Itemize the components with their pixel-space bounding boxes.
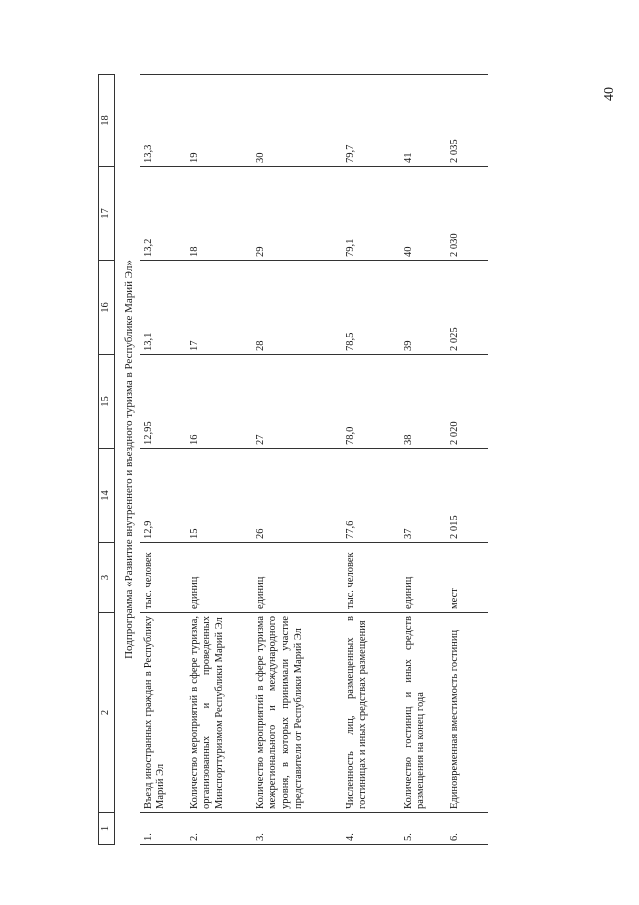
indicator-name: Количество мероприятий в сфере туризма межрегионального и международного уровня, в которых принимали участие представители от Республики Марий Эл [252, 613, 342, 813]
value-cell: 30 [252, 75, 342, 167]
table-row [342, 75, 400, 845]
column-header: 16 [99, 261, 115, 355]
column-header: 3 [99, 543, 115, 613]
indicator-name: Въезд иностранных граждан в Республику Марий Эл [140, 613, 186, 813]
value-cell: 13,1 [140, 261, 186, 355]
row-number: 3. [252, 813, 342, 845]
row-number: 4. [342, 813, 400, 845]
value-cell: 79,7 [342, 75, 400, 167]
indicator-name: Единовременная вместимость гостиниц [446, 613, 488, 813]
value-cell: 26 [252, 449, 342, 543]
value-cell: 19 [186, 75, 252, 167]
table-row [446, 75, 488, 845]
table-row [186, 75, 252, 845]
table-row [252, 75, 342, 845]
value-cell: 12,95 [140, 355, 186, 449]
table-row [400, 75, 446, 845]
indicator-name: Количество гостиниц и иных средств размещения на конец года [400, 613, 446, 813]
column-header: 2 [99, 613, 115, 813]
row-number: 5. [400, 813, 446, 845]
value-cell: 18 [186, 167, 252, 261]
value-cell: 2 030 [446, 167, 488, 261]
value-cell: 29 [252, 167, 342, 261]
value-cell: 17 [186, 261, 252, 355]
indicator-name: Численность лиц, размещенных в гостиницах и иных средствах размещения [342, 613, 400, 813]
subprogram-title-row [114, 75, 140, 845]
value-cell: 41 [400, 75, 446, 167]
value-cell: 27 [252, 355, 342, 449]
row-number: 2. [186, 813, 252, 845]
value-cell: 15 [186, 449, 252, 543]
value-cell: 78,5 [342, 261, 400, 355]
value-cell: 13,3 [140, 75, 186, 167]
column-header: 17 [99, 167, 115, 261]
unit-cell: тыс. человек [140, 543, 186, 613]
row-number: 1. [140, 813, 186, 845]
indicator-table-sheet [98, 75, 555, 845]
column-header: 1 [99, 813, 115, 845]
indicator-table [98, 74, 488, 845]
value-cell: 12,9 [140, 449, 186, 543]
value-cell: 77,6 [342, 449, 400, 543]
indicator-name: Количество мероприятий в сфере туризма, организованных и проведенных Минспорттуризмом Республики Марий Эл [186, 613, 252, 813]
value-cell: 39 [400, 261, 446, 355]
value-cell: 37 [400, 449, 446, 543]
value-cell: 16 [186, 355, 252, 449]
unit-cell: тыс. человек [342, 543, 400, 613]
row-number: 6. [446, 813, 488, 845]
value-cell: 40 [400, 167, 446, 261]
value-cell: 78,0 [342, 355, 400, 449]
value-cell: 28 [252, 261, 342, 355]
value-cell: 2 020 [446, 355, 488, 449]
value-cell: 2 035 [446, 75, 488, 167]
unit-cell: мест [446, 543, 488, 613]
unit-cell: единиц [186, 543, 252, 613]
value-cell: 2 015 [446, 449, 488, 543]
column-header: 18 [99, 75, 115, 167]
value-cell: 13,2 [140, 167, 186, 261]
value-cell: 2 025 [446, 261, 488, 355]
subprogram-title: Подпрограмма «Развитие внутреннего и въездного туризма в Республике Марий Эл» [122, 260, 135, 659]
column-header-row [99, 75, 115, 845]
value-cell: 79,1 [342, 167, 400, 261]
value-cell: 38 [400, 355, 446, 449]
column-header: 15 [99, 355, 115, 449]
page-number: 40 [602, 87, 617, 101]
unit-cell: единиц [252, 543, 342, 613]
table-row [140, 75, 186, 845]
column-header: 14 [99, 449, 115, 543]
unit-cell: единиц [400, 543, 446, 613]
